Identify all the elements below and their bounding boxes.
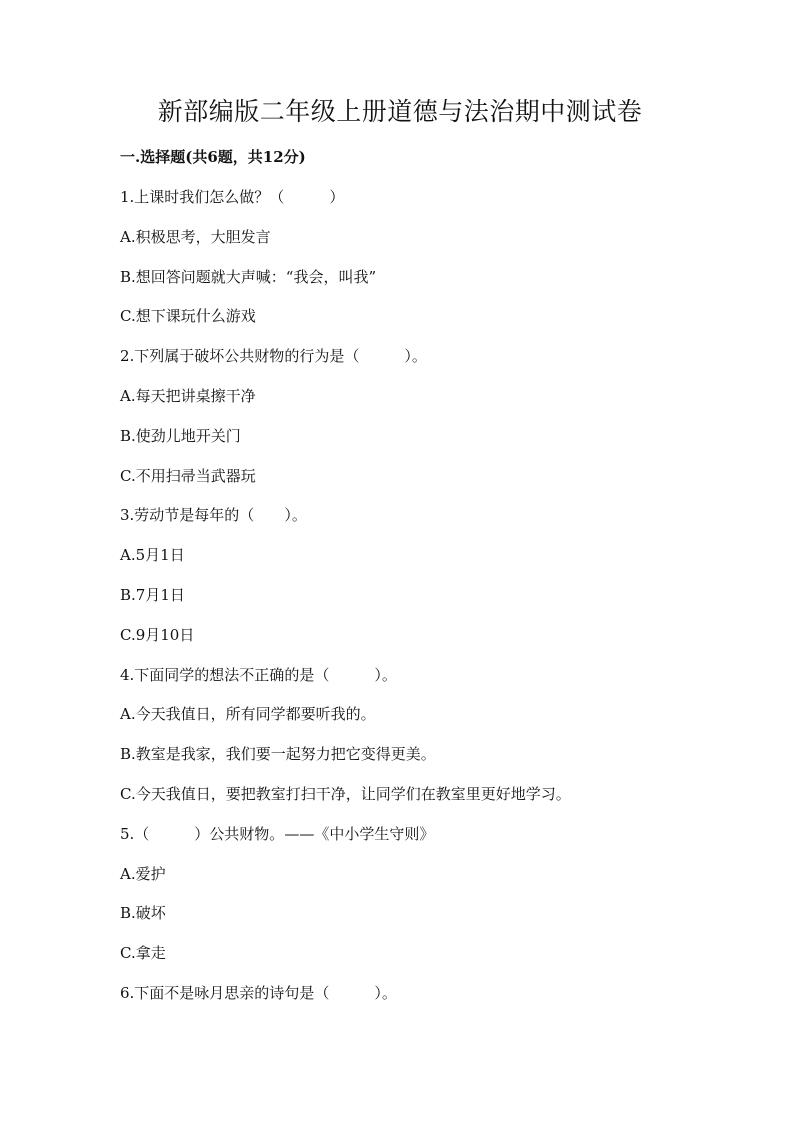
question-4-stem: 4.下面同学的想法不正确的是（ ）。	[120, 665, 397, 684]
question-5-stem: 5.（ ）公共财物。——《中小学生守则》	[120, 824, 435, 843]
question-1-option-b: B.想回答问题就大声喊：“我会，叫我”	[120, 267, 377, 286]
question-1-stem: 1.上课时我们怎么做？（ ）	[120, 188, 345, 206]
section-heading: 一.选择题(共6题，共12分)	[120, 148, 306, 166]
question-4-option-b: B.教室是我家，我们要一起努力把它变得更美。	[120, 745, 436, 764]
question-2-stem: 2.下列属于破坏公共财物的行为是（ ）。	[120, 347, 427, 366]
question-3-option-c: C.9月10日	[120, 625, 195, 644]
question-3-stem: 3.劳动节是每年的（ ）。	[120, 506, 307, 525]
question-3-option-b: B.7月1日	[120, 585, 185, 604]
question-3-option-a: A.5月1日	[120, 546, 185, 565]
question-2-option-a: A.每天把讲桌擦干净	[120, 386, 256, 405]
question-1-option-c: C.想下课玩什么游戏	[120, 307, 256, 326]
question-5-option-a: A.爱护	[120, 864, 166, 883]
question-2-option-c: C.不用扫帚当武器玩	[120, 466, 256, 485]
question-6-stem: 6.下面不是咏月思亲的诗句是（ ）。	[120, 983, 397, 1002]
page-title: 新部编版二年级上册道德与法治期中测试卷	[157, 97, 643, 126]
question-5-option-c: C.拿走	[120, 944, 166, 963]
question-4-option-c: C.今天我值日，要把教室打扫干净，让同学们在教室里更好地学习。	[120, 784, 571, 803]
question-4-option-a: A.今天我值日，所有同学都要听我的。	[120, 705, 376, 724]
question-5-option-b: B.破坏	[120, 904, 166, 923]
question-2-option-b: B.使劲儿地开关门	[120, 426, 241, 445]
question-1-option-a: A.积极思考，大胆发言	[120, 227, 271, 246]
question-list	[120, 185, 740, 1021]
